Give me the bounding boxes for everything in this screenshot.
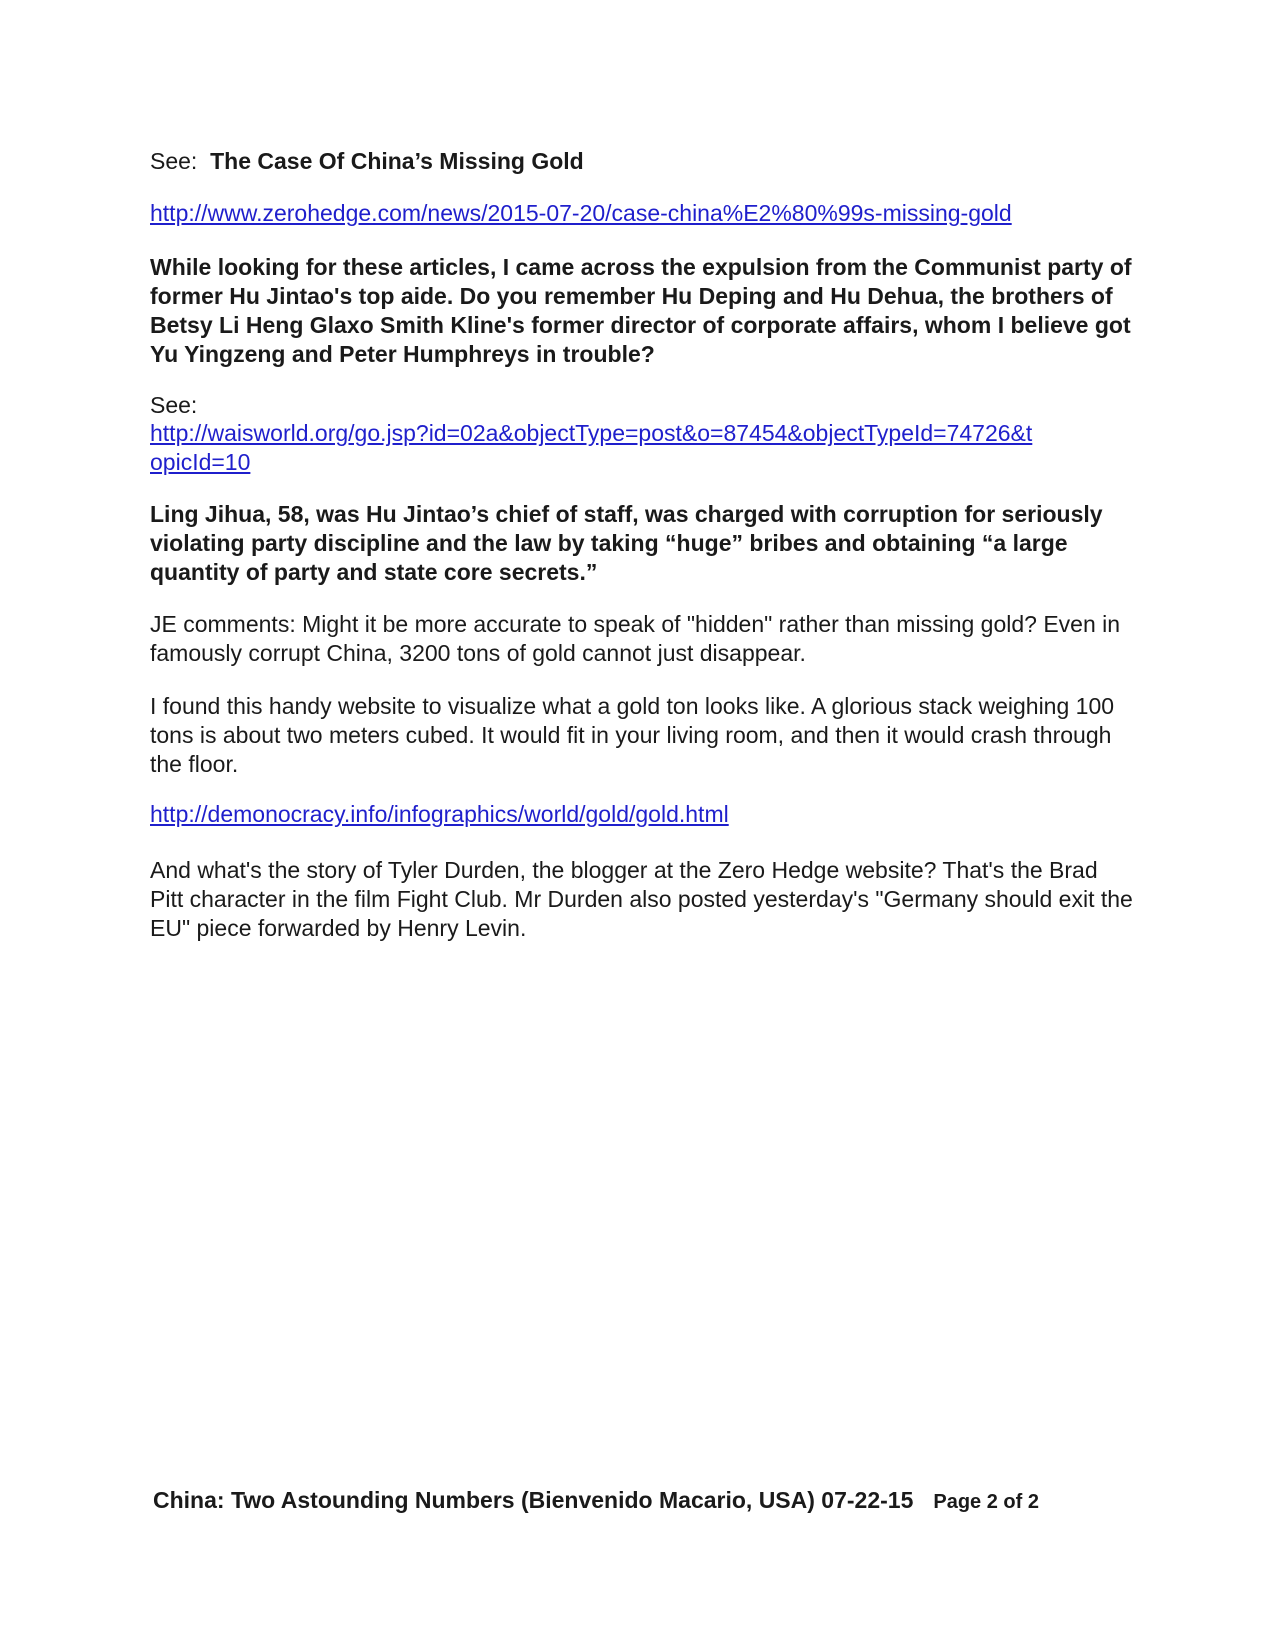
see-label-2: See: bbox=[150, 392, 198, 418]
waisworld-link[interactable] bbox=[150, 420, 1032, 475]
see-prefix: See: bbox=[150, 148, 198, 174]
footer-title: China: Two Astounding Numbers (Bienvenido Macario, USA) 07-22-15 bbox=[153, 1487, 914, 1513]
document-page bbox=[150, 0, 1135, 1650]
footer-page-number: Page 2 of 2 bbox=[933, 1491, 1039, 1513]
waisworld-link-line1: http://waisworld.org/go.jsp?id=02a&objectType=post&o=87454&objectTypeId=74726&t bbox=[150, 420, 1033, 446]
page-footer bbox=[153, 1486, 1039, 1516]
website-paragraph: I found this handy website to visualize what a gold ton looks like. A glorious stack weighing 100 tons is about two meters cubed. It would fit in your living room, and then it would crash through the floor. bbox=[150, 693, 1115, 777]
waisworld-link-block bbox=[150, 419, 1135, 477]
tyler-durden-paragraph: And what's the story of Tyler Durden, the blogger at the Zero Hedge website? That's the Brad Pitt character in the film Fight Club. Mr Durden also posted yesterday's "Germany should exit the EU" piece forwarded by Henry Levin. bbox=[150, 857, 1133, 941]
expulsion-paragraph: While looking for these articles, I came across the expulsion from the Communist party of former Hu Jintao's top aide. Do you remember Hu Deping and Hu Dehua, the brothers of Betsy Li Heng Glaxo Smith Kline's former director of corporate affairs, whom I believe got Yu Yingzeng and Peter Humphreys in trouble? bbox=[150, 254, 1132, 367]
see-line bbox=[150, 147, 1135, 176]
zerohedge-link-line bbox=[150, 199, 1135, 228]
je-comments-paragraph: JE comments: Might it be more accurate to speak of "hidden" rather than missing gold? Even in famously corrupt China, 3200 tons of gold cannot just disappear. bbox=[150, 611, 1121, 666]
demonocracy-link-line bbox=[150, 800, 1135, 829]
waisworld-link-line2: opicId=10 bbox=[150, 449, 251, 475]
ling-jihua-paragraph: Ling Jihua, 58, was Hu Jintao’s chief of staff, was charged with corruption for seriously violating party discipline and the law by taking “huge” bribes and obtaining “a large quantity of party and state core secrets.” bbox=[150, 501, 1103, 585]
demonocracy-link[interactable]: http://demonocracy.info/infographics/world/gold/gold.html bbox=[150, 801, 729, 827]
article-title: The Case Of China’s Missing Gold bbox=[210, 148, 584, 174]
zerohedge-link[interactable]: http://www.zerohedge.com/news/2015-07-20/case-china%E2%80%99s-missing-gold bbox=[150, 200, 1012, 226]
